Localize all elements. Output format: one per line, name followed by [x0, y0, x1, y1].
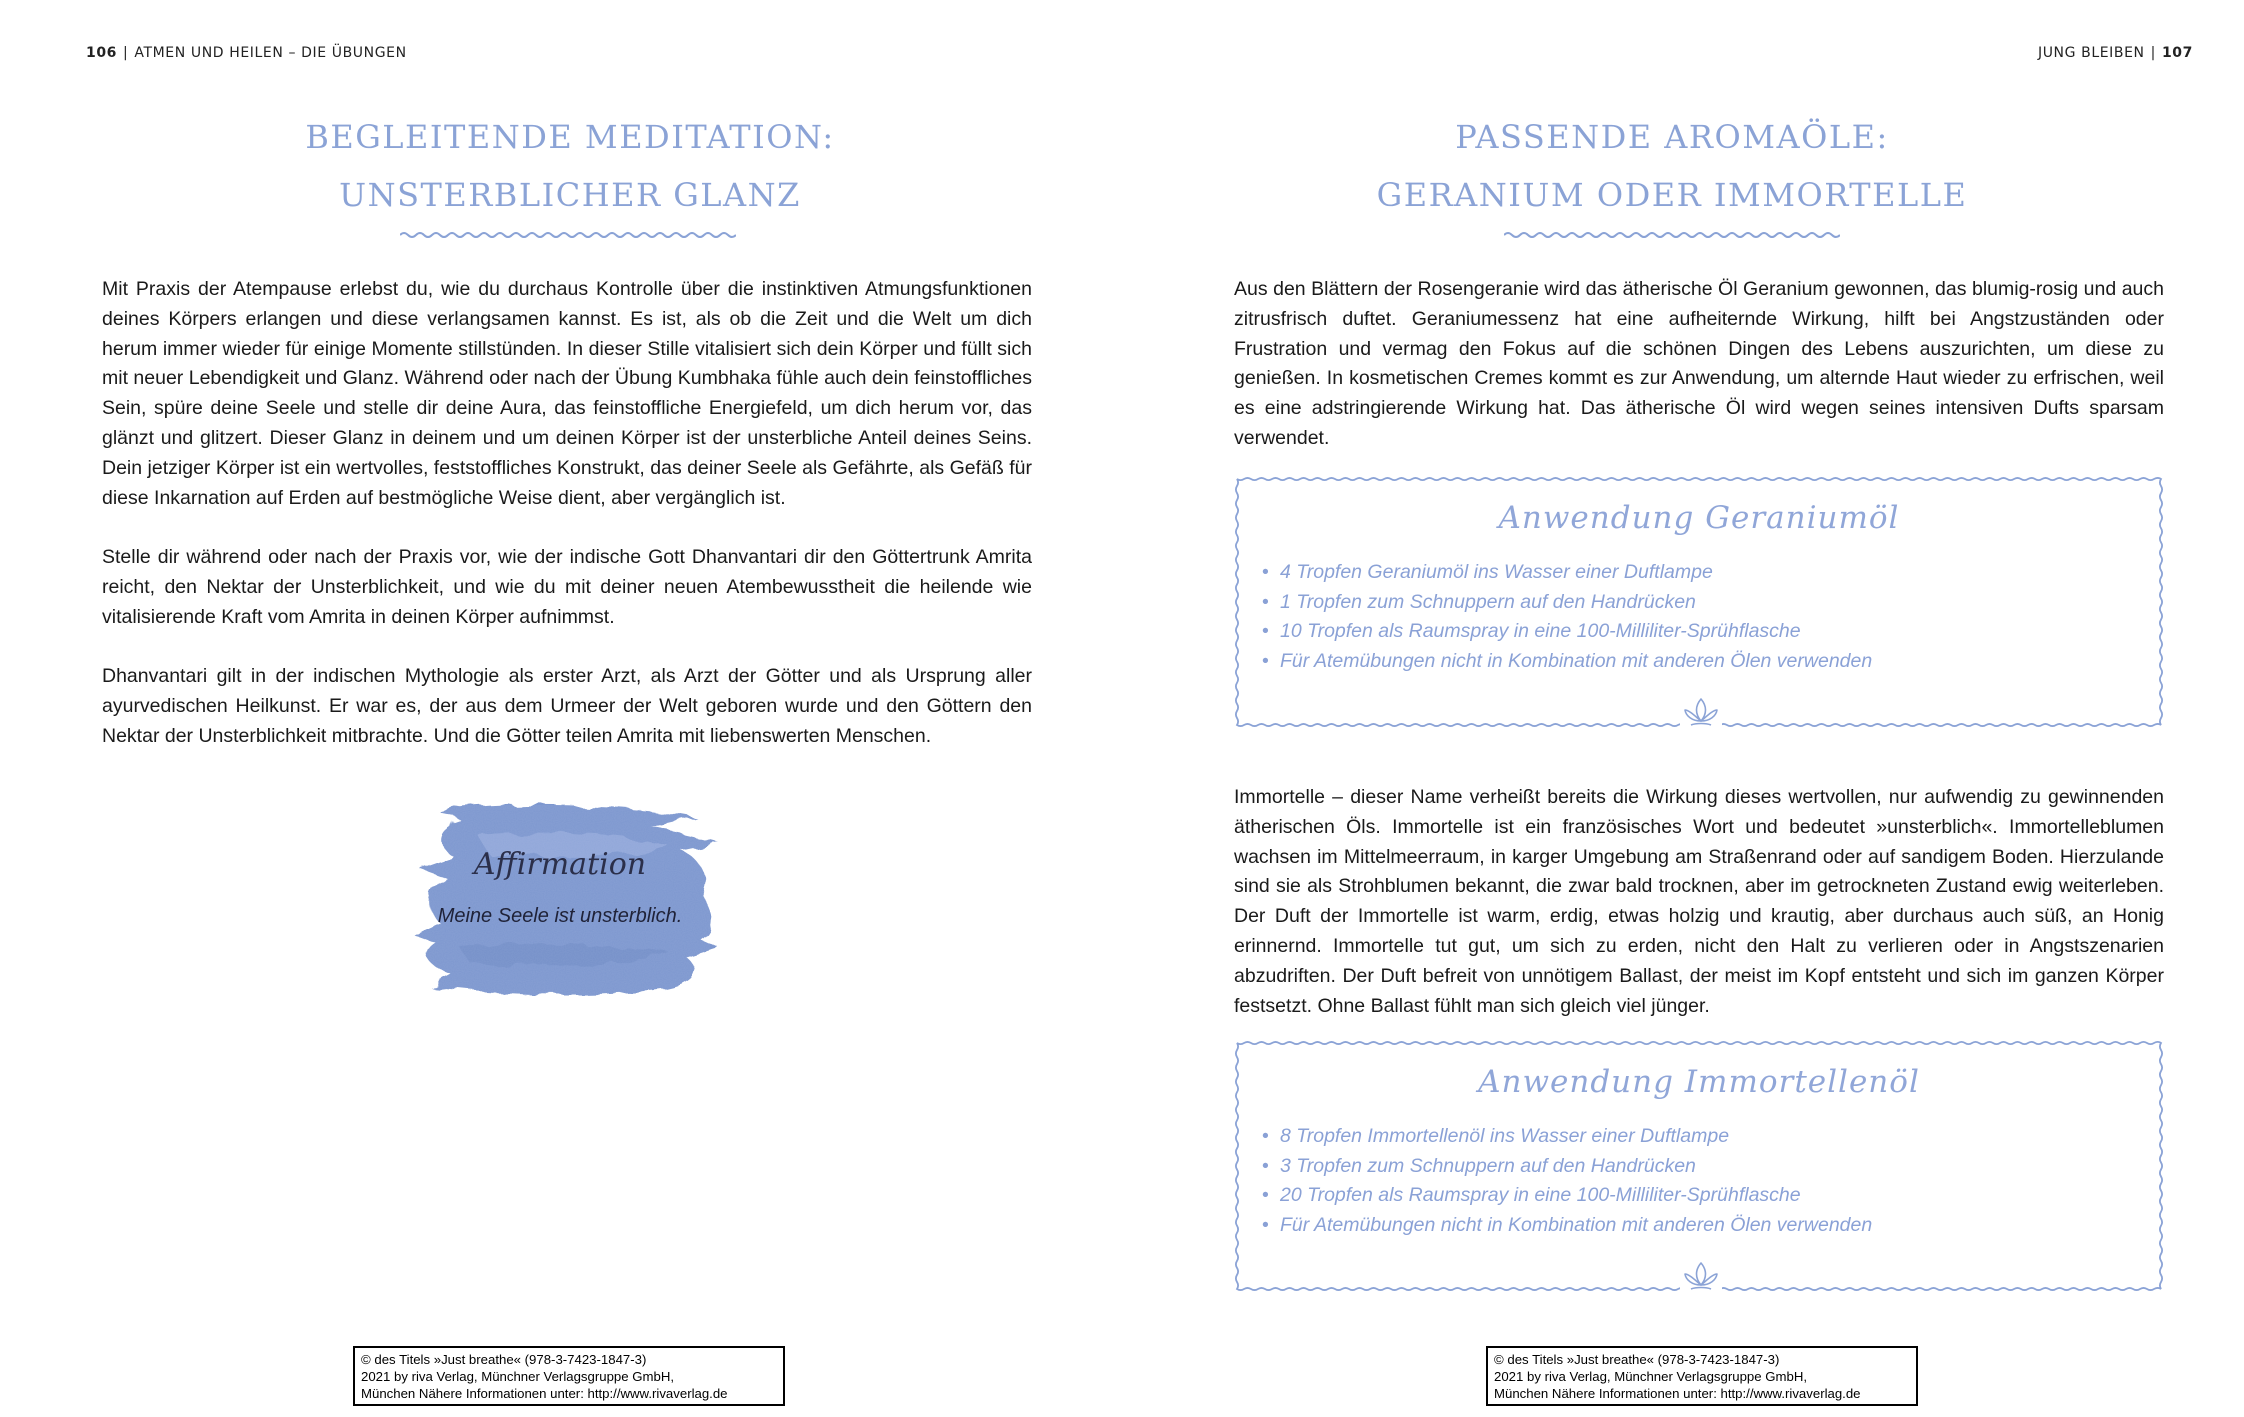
list-item: • Für Atemübungen nicht in Kombination mit anderen Ölen verwenden: [1262, 1213, 1873, 1236]
wave-divider-right: [1504, 228, 1840, 242]
body-text-right-1: [1234, 275, 2164, 484]
copyright-notice-left: [353, 1346, 785, 1406]
running-head-section-left: ATMEN UND HEILEN – DIE ÜBUNGEN: [134, 45, 407, 61]
running-head-section-right: JUNG BLEIBEN: [2037, 45, 2145, 61]
running-head-left: 106 | ATMEN UND HEILEN – DIE ÜBUNGEN: [86, 45, 407, 61]
copyright-line: München Nähere Informationen unter: http://www.rivaverlag.de: [361, 1386, 728, 1401]
watercolor-brush-stroke: [400, 797, 720, 1002]
copyright-notice-right: [1486, 1346, 1918, 1406]
list-item: • 1 Tropfen zum Schnuppern auf den Handrücken: [1262, 590, 1696, 613]
section-title-line-1: BEGLEITENDE MEDITATION:: [305, 118, 835, 156]
list-item: • 8 Tropfen Immortellenöl ins Wasser einer Duftlampe: [1262, 1125, 1730, 1147]
box-title: Anwendung Geraniumöl: [1498, 500, 1900, 536]
section-title-line-2: UNSTERBLICHER GLANZ: [339, 176, 801, 214]
list-item: • 20 Tropfen als Raumspray in eine 100-Milliliter-Sprühflasche: [1262, 1184, 1801, 1206]
affirmation-box: [400, 797, 720, 1002]
page-number-right: 107: [2161, 45, 2193, 61]
running-head-right: JUNG BLEIBEN | 107: [2037, 45, 2193, 61]
copyright-line: © des Titels »Just breathe« (978-3-7423-1847-3): [361, 1352, 647, 1367]
paragraph: Mit Praxis der Atempause erlebst du, wie du durchaus Kontrolle über die instinktiven Atmungsfunktionen deines Körpers erlangen und diese verlangsamen kannst. Es ist, als ob die Zeit und die Welt um dich herum immer wieder für einige Momente stillstünden. In dieser Stille vitalisiert sich dein Körper und füllt sich mit neuer Lebendigkeit und Glanz. Während oder nach der Übung Kumbhaka fühle auch dein feinstoffliches Sein, spüre deine Seele und stelle dir deine Aura, das feinstoffliche Energiefeld, um dich herum vor, das glänzt und glitzert. Dieser Glanz in deinem und um deinen Körper ist der unsterbliche Anteil deines Seins. Dein jetziger Körper ist ein wertvolles, feststoffliches Konstrukt, das deiner Seele als Gefährte, als Gefäß für diese Inkarnation auf Erden auf bestmögliche Weise dient, aber vergänglich ist.: [102, 278, 1032, 509]
info-box-geranium: [1234, 476, 2164, 728]
list-item: • 3 Tropfen zum Schnuppern auf den Handrücken: [1262, 1154, 1696, 1177]
right-page: [1122, 0, 2244, 1417]
list-item: • 4 Tropfen Geraniumöl ins Wasser einer Duftlampe: [1262, 561, 1713, 583]
wave-divider-left: [400, 228, 736, 242]
body-text-left: [102, 275, 1032, 782]
page-number-left: 106: [86, 45, 118, 61]
list-item: • Für Atemübungen nicht in Kombination mit anderen Ölen verwenden: [1262, 649, 1873, 672]
copyright-line: © des Titels »Just breathe« (978-3-7423-1847-3): [1494, 1352, 1780, 1367]
usage-list: [1262, 558, 1872, 676]
paragraph: Stelle dir während oder nach der Praxis vor, wie der indische Gott Dhanvantari dir den Göttertrunk Amrita reicht, den Nektar der Unsterblichkeit, und wie du mit deiner neuen Atembewusstheit die heilende wie vitalisierende Kraft vom Amrita in deinen Körper aufnimmst.: [102, 546, 1032, 628]
section-title-line-2: GERANIUM ODER IMMORTELLE: [1376, 176, 1968, 214]
lotus-icon: [1680, 696, 1722, 730]
section-title-right: [1222, 108, 2122, 224]
affirmation-text: Meine Seele ist unsterblich.: [437, 905, 683, 927]
list-item: • 10 Tropfen als Raumspray in eine 100-Milliliter-Sprühflasche: [1262, 620, 1801, 642]
paragraph: Dhanvantari gilt in der indischen Mythologie als erster Arzt, als Arzt der Götter und als Ursprung aller ayurvedischen Heilkunst. Er war es, der aus dem Urmeer der Welt geboren wurde und den Göttern den Nektar der Unsterblichkeit mitbrachte. Und die Götter teilen Amrita mit liebenswerten Menschen.: [102, 665, 1032, 747]
section-title-line-1: PASSENDE AROMAÖLE:: [1455, 118, 1889, 156]
section-title-left: [140, 108, 1000, 224]
paragraph: Immortelle – dieser Name verheißt bereits die Wirkung dieses wertvollen, nur aufwendig zu gewinnenden ätherischen Öls. Immortelle ist ein französisches Wort und bedeutet »unsterblich«. Immortelleblumen wachsen im Mittelmeerraum, in karger Umgebung am Straßenrand oder auf sandigem Boden. Hierzulande sind sie als Strohblumen bekannt, die zwar bald trocknen, aber im getrockneten Zustand ewig weiterleben. Der Duft der Immortelle ist warm, erdig, etwas holzig und krautig, aber durchaus auch süß, an Honig erinnernd. Immortelle tut gut, um sich zu erden, nicht den Halt zu verlieren oder in Angstszenarien abzudriften. Der Duft befreit von unnötigem Ballast, der meist im Kopf entsteht und sich im ganzen Körper festsetzt. Ohne Ballast fühlt man sich gleich viel jünger.: [1234, 786, 2164, 1017]
lotus-icon: [1680, 1260, 1722, 1294]
box-title: Anwendung Immortellenöl: [1478, 1064, 1920, 1100]
copyright-line: 2021 by riva Verlag, Münchner Verlagsgruppe GmbH,: [1494, 1369, 1808, 1384]
usage-list: [1262, 1122, 1872, 1240]
info-box-immortelle: [1234, 1040, 2164, 1292]
affirmation-title: Affirmation: [473, 847, 647, 882]
body-text-right-2: [1234, 783, 2164, 1051]
paragraph: Aus den Blättern der Rosengeranie wird das ätherische Öl Geranium gewonnen, das blumig-rosig und auch zitrusfrisch duftet. Geraniumessenz hat eine aufheiternde Wirkung, hilft bei Angstzuständen oder Frustration und vermag den Fokus auf die schönen Dingen des Lebens auszurichten, um diese zu genießen. In kosmetischen Cremes kommt es zur Anwendung, um alternde Haut wieder zu erfrischen, weil es eine adstringierende Wirkung hat. Das ätherische Öl wird wegen seines intensiven Dufts sparsam verwendet.: [1234, 278, 2164, 449]
copyright-line: 2021 by riva Verlag, Münchner Verlagsgruppe GmbH,: [361, 1369, 675, 1384]
copyright-line: München Nähere Informationen unter: http://www.rivaverlag.de: [1494, 1386, 1861, 1401]
